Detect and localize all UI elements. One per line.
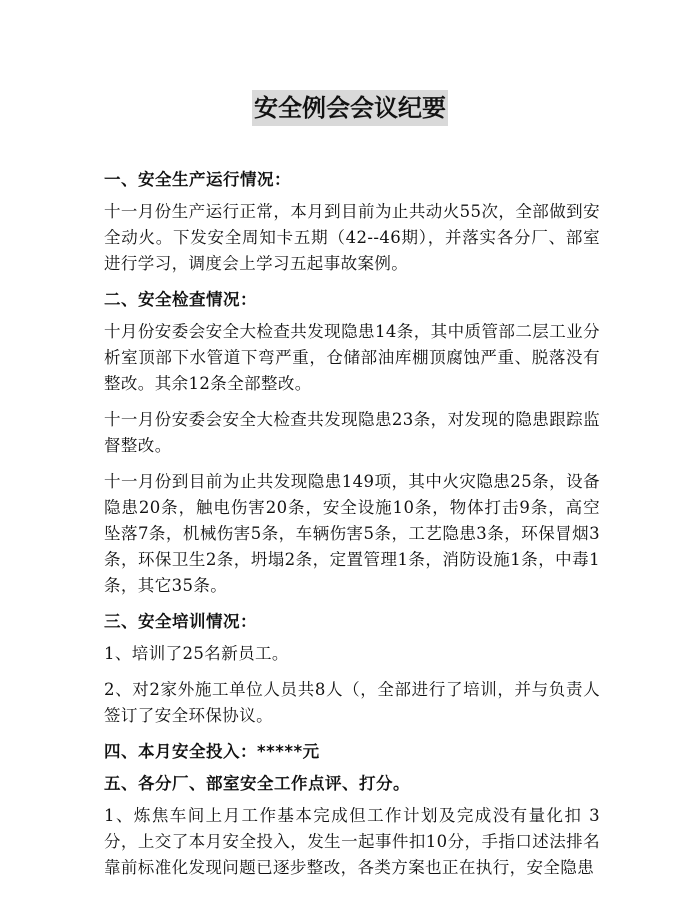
document-title: 安全例会会议纪要	[252, 90, 448, 126]
section-heading: 一、安全生产运行情况：	[104, 170, 291, 189]
paragraph: 十一月份到目前为止共发现隐患149项，其中火灾隐患25条，设备隐患20条，触电伤害20条，安全设施10条，物体打击9条，高空坠落7条，机械伤害5条，车辆伤害5条，工艺隐患3条，环保冒烟3条，环保卫生2条，坍塌2条，定置管理1条，消防设施1条，中毒1条，其它35条。	[104, 472, 600, 595]
paragraph: 2、对2家外施工单位人员共8人（，全部进行了培训，并与负责人签订了安全环保协议。	[104, 680, 600, 725]
section-heading: 五、各分厂、部室安全工作点评、打分。	[104, 774, 410, 793]
paragraph: 十一月份安委会安全大检查共发现隐患23条，对发现的隐患跟踪监督整改。	[104, 410, 600, 455]
paragraph: 十一月份生产运行正常，本月到目前为止共动火55次，全部做到安全动火。下发安全周知卡五期（42--46期），并落实各分厂、部室进行学习，调度会上学习五起事故案例。	[104, 202, 600, 273]
paragraph: 十月份安委会安全大检查共发现隐患14条，其中质管部二层工业分析室顶部下水管道下弯严重，仓储部油库棚顶腐蚀严重、脱落没有整改。其余12条全部整改。	[104, 322, 600, 393]
document-body	[104, 167, 600, 891]
paragraph: 1、培训了25名新员工。	[104, 644, 289, 663]
title-wrap	[0, 90, 700, 126]
paragraph: 1、炼焦车间上月工作基本完成但工作计划及完成没有量化扣 3 分，上交了本月安全投入，发生一起事件扣10分，手指口述法排名靠前标准化发现问题已逐步整改，各类方案也正在执行，安全隐患	[104, 806, 600, 877]
section-heading: 三、安全培训情况：	[104, 612, 257, 631]
section-heading: 四、本月安全投入：*****元	[104, 742, 320, 761]
section-heading: 二、安全检查情况：	[104, 290, 257, 309]
